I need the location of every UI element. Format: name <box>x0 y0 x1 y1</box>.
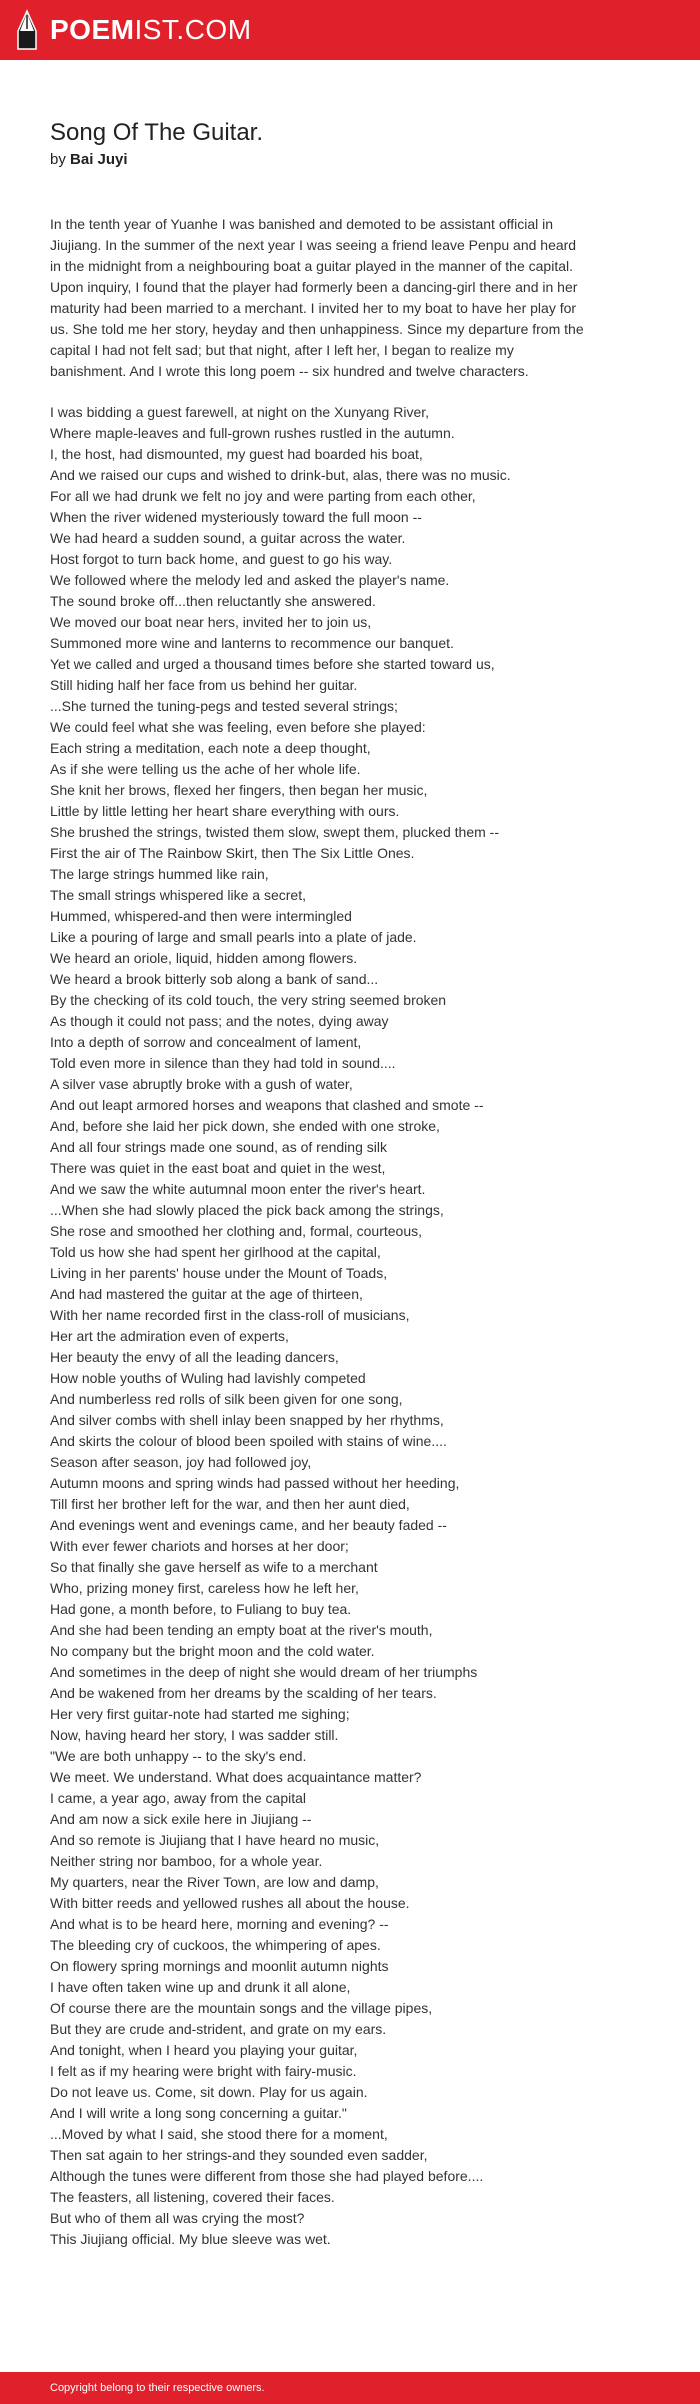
poem-line: With her name recorded first in the class-roll of musicians, <box>50 1307 410 1323</box>
poem-line: And numberless red rolls of silk been given for one song, <box>50 1391 403 1407</box>
poem-line: Hummed, whispered-and then were intermingled <box>50 908 352 924</box>
poem-line: We meet. We understand. What does acquaintance matter? <box>50 1769 422 1785</box>
poem-line: The sound broke off...then reluctantly she answered. <box>50 593 376 609</box>
poem-line: Autumn moons and spring winds had passed without her heeding, <box>50 1475 460 1491</box>
poem-line: Like a pouring of large and small pearls into a plate of jade. <box>50 929 417 945</box>
poem-line: Her very first guitar-note had started me sighing; <box>50 1706 350 1722</box>
poem-line: ...Moved by what I said, she stood there for a moment, <box>50 2126 388 2142</box>
poem-line: She rose and smoothed her clothing and, formal, courteous, <box>50 1223 422 1239</box>
poem-line: The small strings whispered like a secret, <box>50 887 306 903</box>
poem-line: Yet we called and urged a thousand times before she started toward us, <box>50 656 495 672</box>
poem-line: And be wakened from her dreams by the scalding of her tears. <box>50 1685 437 1701</box>
site-logo[interactable] <box>50 0 252 60</box>
poem-line: I have often taken wine up and drunk it all alone, <box>50 1979 351 1995</box>
poem-line: Season after season, joy had followed joy, <box>50 1454 312 1470</box>
byline <box>50 150 660 170</box>
poem-line: And evenings went and evenings came, and her beauty faded -- <box>50 1517 447 1533</box>
poem-line: With bitter reeds and yellowed rushes all about the house. <box>50 1895 410 1911</box>
pen-nib-icon[interactable] <box>16 9 38 51</box>
poem-line: As though it could not pass; and the notes, dying away <box>50 1013 389 1029</box>
poem-line: We moved our boat near hers, invited her to join us, <box>50 614 372 630</box>
copyright-text: Copyright belong to their respective owners. <box>50 2382 265 2394</box>
poem-line: Had gone, a month before, to Fuliang to buy tea. <box>50 1601 352 1617</box>
poem-line: Although the tunes were different from those she had played before.... <box>50 2168 484 2184</box>
brand-light: IST.COM <box>134 14 252 45</box>
poem-line: We followed where the melody led and asked the player's name. <box>50 572 450 588</box>
poem-line: So that finally she gave herself as wife to a merchant <box>50 1559 378 1575</box>
poem-line: Little by little letting her heart share everything with ours. <box>50 803 400 819</box>
poem-line: For all we had drunk we felt no joy and were parting from each other, <box>50 488 476 504</box>
poem-line: And she had been tending an empty boat at the river's mouth, <box>50 1622 433 1638</box>
poem-line: And what is to be heard here, morning and evening? -- <box>50 1916 389 1932</box>
poem-article <box>50 118 660 2250</box>
poem-line: As if she were telling us the ache of her whole life. <box>50 761 361 777</box>
poem-line: She knit her brows, flexed her fingers, then began her music, <box>50 782 428 798</box>
poem-line: We could feel what she was feeling, even before she played: <box>50 719 426 735</box>
poem-line: I came, a year ago, away from the capital <box>50 1790 307 1806</box>
poem-line: Do not leave us. Come, sit down. Play for us again. <box>50 2084 368 2100</box>
poem-line: ...She turned the tuning-pegs and tested several strings; <box>50 698 398 714</box>
poem-line: Who, prizing money first, careless how he left her, <box>50 1580 359 1596</box>
poem-line: How noble youths of Wuling had lavishly competed <box>50 1370 366 1386</box>
poem-line: The large strings hummed like rain, <box>50 866 269 882</box>
poem-line: Till first her brother left for the war, and then her aunt died, <box>50 1496 410 1512</box>
poem-line: Her beauty the envy of all the leading dancers, <box>50 1349 339 1365</box>
poem-line: We heard an oriole, liquid, hidden among flowers. <box>50 950 358 966</box>
brand-bold: POEM <box>50 14 135 45</box>
poem-line: First the air of The Rainbow Skirt, then The Six Little Ones. <box>50 845 415 861</box>
site-header <box>0 0 700 60</box>
poem-line: And am now a sick exile here in Jiujiang -- <box>50 1811 312 1827</box>
poem-line: She brushed the strings, twisted them slow, swept them, plucked them -- <box>50 824 499 840</box>
poem-line: And out leapt armored horses and weapons that clashed and smote -- <box>50 1097 484 1113</box>
poem-line: "We are both unhappy -- to the sky's end. <box>50 1748 307 1764</box>
by-label: by <box>50 151 66 168</box>
poem-line: Living in her parents' house under the Mount of Toads, <box>50 1265 388 1281</box>
poem-line: And so remote is Jiujiang that I have heard no music, <box>50 1832 380 1848</box>
poem-line: Neither string nor bamboo, for a whole year. <box>50 1853 323 1869</box>
poem-title: Song Of The Guitar. <box>50 119 264 146</box>
poem-line: Still hiding half her face from us behind her guitar. <box>50 677 358 693</box>
poem-line: And we saw the white autumnal moon enter the river's heart. <box>50 1181 426 1197</box>
poem-line: And had mastered the guitar at the age of thirteen, <box>50 1286 363 1302</box>
poem-line: A silver vase abruptly broke with a gush of water, <box>50 1076 353 1092</box>
poem-line: This Jiujiang official. My blue sleeve was wet. <box>50 2231 331 2247</box>
poem-line: I felt as if my hearing were bright with fairy-music. <box>50 2063 357 2079</box>
poem-line: Each string a meditation, each note a deep thought, <box>50 740 371 756</box>
poem-line: Told us how she had spent her girlhood at the capital, <box>50 1244 381 1260</box>
poem-line: We heard a brook bitterly sob along a bank of sand... <box>50 971 379 987</box>
poem-line: No company but the bright moon and the cold water. <box>50 1643 375 1659</box>
poem-line: By the checking of its cold touch, the very string seemed broken <box>50 992 447 1008</box>
poem-line: Into a depth of sorrow and concealment of lament, <box>50 1034 362 1050</box>
poem-line: I was bidding a guest farewell, at night on the Xunyang River, <box>50 404 430 420</box>
poem-line: And I will write a long song concerning a guitar." <box>50 2105 347 2121</box>
poem-line: We had heard a sudden sound, a guitar across the water. <box>50 530 406 546</box>
poem-line: And skirts the colour of blood been spoiled with stains of wine.... <box>50 1433 447 1449</box>
poem-line: Her art the admiration even of experts, <box>50 1328 289 1344</box>
poem-line: ...When she had slowly placed the pick back among the strings, <box>50 1202 444 1218</box>
poem-line: When the river widened mysteriously toward the full moon -- <box>50 509 422 525</box>
poem-line: With ever fewer chariots and horses at her door; <box>50 1538 349 1554</box>
poem-line: But they are crude and-strident, and grate on my ears. <box>50 2021 387 2037</box>
author-link[interactable]: Bai Juyi <box>70 151 128 168</box>
poem-line: And sometimes in the deep of night she would dream of her triumphs <box>50 1664 478 1680</box>
poem-line: Told even more in silence than they had told in sound.... <box>50 1055 396 1071</box>
poem-line: Summoned more wine and lanterns to recommence our banquet. <box>50 635 454 651</box>
poem-line: Now, having heard her story, I was sadder still. <box>50 1727 339 1743</box>
poem-line: There was quiet in the east boat and quiet in the west, <box>50 1160 386 1176</box>
poem-line: And, before she laid her pick down, she ended with one stroke, <box>50 1118 440 1134</box>
poem-line: And tonight, when I heard you playing your guitar, <box>50 2042 358 2058</box>
poem-line: Then sat again to her strings-and they sounded even sadder, <box>50 2147 428 2163</box>
poem-line: And all four strings made one sound, as of rending silk <box>50 1139 387 1155</box>
poem-line: The bleeding cry of cuckoos, the whimpering of apes. <box>50 1937 381 1953</box>
poem-line: On flowery spring mornings and moonlit autumn nights <box>50 1958 389 1974</box>
poem-line: Host forgot to turn back home, and guest to go his way. <box>50 551 393 567</box>
poem-line: Where maple-leaves and full-grown rushes rustled in the autumn. <box>50 425 455 441</box>
poem-line: And silver combs with shell inlay been snapped by her rhythms, <box>50 1412 444 1428</box>
poem-line: Of course there are the mountain songs and the village pipes, <box>50 2000 433 2016</box>
poem-line: The feasters, all listening, covered their faces. <box>50 2189 335 2205</box>
poem-intro: In the tenth year of Yuanhe I was banished and demoted to be assistant official in Jiujiang. In the summer of the next year I was seeing a friend leave Penpu and heard in the midnight from a neighbouring boat a guitar played in the manner of the capital. Upon inquiry, I found that the player had formerly been a dancing-girl there and in her maturity had been married to a merchant. I invited her to my boat to have her play for us. She told me her story, heyday and then unhappiness. Since my departure from the capital I had not felt sad; but that night, after I left her, I began to realize my banishment. And I wrote this long poem -- six hundred and twelve characters. <box>50 216 584 379</box>
poem-line: My quarters, near the River Town, are low and damp, <box>50 1874 379 1890</box>
poem-line: And we raised our cups and wished to drink-but, alas, there was no music. <box>50 467 511 483</box>
poem-body <box>50 402 660 2250</box>
poem-line: But who of them all was crying the most? <box>50 2210 305 2226</box>
site-footer <box>0 2372 700 2404</box>
poem-line: I, the host, had dismounted, my guest had boarded his boat, <box>50 446 423 462</box>
